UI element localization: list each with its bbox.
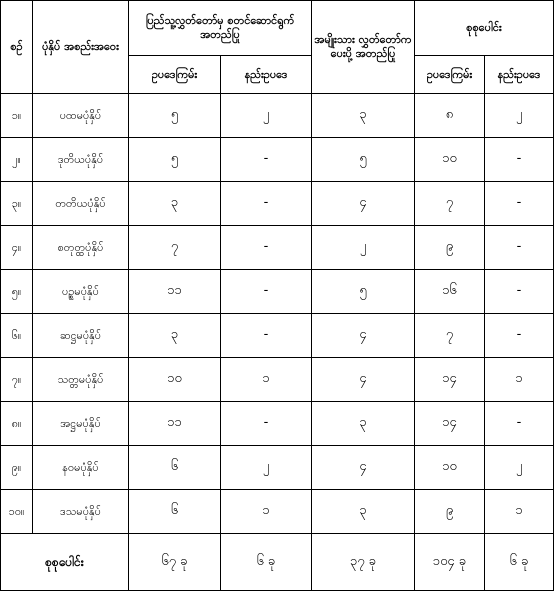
row-t-law: ၈: [415, 94, 485, 138]
row-a-bylaw: ၂: [221, 94, 312, 138]
total-label: စုစုပေါင်း: [1, 534, 129, 591]
row-b: ၄: [312, 446, 415, 490]
row-a-law: ၁၀: [129, 358, 221, 402]
row-a-law: ၆: [129, 490, 221, 534]
row-a-law: ၃: [129, 182, 221, 226]
header-a-law: ဥပဒေကြမ်း: [129, 56, 221, 94]
header-index: စဉ်: [1, 1, 33, 94]
row-t-bylaw: -: [485, 314, 554, 358]
row-a-bylaw: -: [221, 182, 312, 226]
row-name: နဝမပုံနှိပ်: [33, 446, 129, 490]
row-t-bylaw: -: [485, 270, 554, 314]
header-type: ပုံနှိပ် အစည်းအဝေး: [33, 1, 129, 94]
row-a-bylaw: ၁: [221, 358, 312, 402]
row-name: ပဥ္စမပုံနှိပ်: [33, 270, 129, 314]
table-row: [1, 314, 554, 358]
row-b: ၄: [312, 358, 415, 402]
row-t-law: ၉: [415, 226, 485, 270]
row-a-law: ၁၁: [129, 270, 221, 314]
row-name: တတိယပုံနှိပ်: [33, 182, 129, 226]
total-a-bylaw: ၆ ခု: [221, 534, 312, 591]
row-b: ၂: [312, 226, 415, 270]
row-index: ၁။: [1, 94, 33, 138]
row-a-bylaw: ၂: [221, 446, 312, 490]
row-index: ၃။: [1, 182, 33, 226]
row-name: သတ္တမပုံနှိပ်: [33, 358, 129, 402]
row-a-law: ၅: [129, 94, 221, 138]
total-row: [1, 534, 554, 591]
row-b: ၃: [312, 490, 415, 534]
row-t-law: ၉: [415, 490, 485, 534]
row-name: ဆဋ္ဌမပုံနှိပ်: [33, 314, 129, 358]
row-t-bylaw: -: [485, 402, 554, 446]
row-t-bylaw: ၂: [485, 94, 554, 138]
row-t-bylaw: -: [485, 226, 554, 270]
row-a-bylaw: -: [221, 226, 312, 270]
row-a-bylaw: -: [221, 270, 312, 314]
row-index: ၈။: [1, 402, 33, 446]
row-t-law: ၁၄: [415, 358, 485, 402]
table-row: [1, 446, 554, 490]
row-name: ဒုတိယပုံနှိပ်: [33, 138, 129, 182]
row-index: ၁၀။: [1, 490, 33, 534]
row-name: ပထမပုံနှိပ်: [33, 94, 129, 138]
table-row: [1, 94, 554, 138]
total-t-bylaw: ၆ ခု: [485, 534, 554, 591]
table-row: [1, 182, 554, 226]
row-b: ၅: [312, 270, 415, 314]
row-index: ၇။: [1, 358, 33, 402]
header-a-bylaw: နည်းဥပဒေ: [221, 56, 312, 94]
table-row: [1, 226, 554, 270]
row-a-bylaw: ၁: [221, 490, 312, 534]
header-group-total: စုစုပေါင်း: [415, 1, 554, 56]
row-a-bylaw: -: [221, 314, 312, 358]
table-body: [1, 94, 554, 534]
row-a-bylaw: -: [221, 138, 312, 182]
row-t-law: ၇: [415, 182, 485, 226]
row-index: ၉။: [1, 446, 33, 490]
row-a-law: ၇: [129, 226, 221, 270]
row-t-law: ၇: [415, 314, 485, 358]
row-t-bylaw: ၁: [485, 490, 554, 534]
table-row: [1, 490, 554, 534]
table-row: [1, 270, 554, 314]
row-a-law: ၆: [129, 446, 221, 490]
row-a-law: ၅: [129, 138, 221, 182]
row-t-law: ၁၀: [415, 446, 485, 490]
row-t-bylaw: ၂: [485, 446, 554, 490]
row-t-law: ၁၀: [415, 138, 485, 182]
row-t-bylaw: -: [485, 182, 554, 226]
row-a-law: ၁၁: [129, 402, 221, 446]
row-index: ၄။: [1, 226, 33, 270]
row-index: ၅။: [1, 270, 33, 314]
row-t-bylaw: ၁: [485, 358, 554, 402]
header-group-b: အမျိုးသား လွှတ်တော်က ပေးပို့ အတည်ပြု: [312, 1, 415, 94]
row-name: အဋ္ဌမပုံနှိပ်: [33, 402, 129, 446]
header-group-a: ပြည်သူ့လွှတ်တော်မှ စတင်ဆောင်ရွက်အတည်ပြု: [129, 1, 312, 56]
row-a-law: ၃: [129, 314, 221, 358]
row-t-law: ၁၆: [415, 270, 485, 314]
table-row: [1, 358, 554, 402]
row-b: ၃: [312, 94, 415, 138]
row-b: ၄: [312, 314, 415, 358]
total-a-law: ၆၇ ခု: [129, 534, 221, 591]
header-total-law: ဥပဒေကြမ်း: [415, 56, 485, 94]
row-t-bylaw: -: [485, 138, 554, 182]
table-row: [1, 402, 554, 446]
total-t-law: ၁၀၄ ခု: [415, 534, 485, 591]
row-index: ၂။: [1, 138, 33, 182]
row-a-bylaw: -: [221, 402, 312, 446]
row-index: ၆။: [1, 314, 33, 358]
row-b: ၅: [312, 138, 415, 182]
table-row: [1, 138, 554, 182]
row-b: ၃: [312, 402, 415, 446]
row-b: ၄: [312, 182, 415, 226]
row-name: ဒသမပုံနှိပ်: [33, 490, 129, 534]
header-total-bylaw: နည်းဥပဒေ: [485, 56, 554, 94]
row-name: စတုတ္ထပုံနှိပ်: [33, 226, 129, 270]
total-b: ၃၇ ခု: [312, 534, 415, 591]
row-t-law: ၁၄: [415, 402, 485, 446]
